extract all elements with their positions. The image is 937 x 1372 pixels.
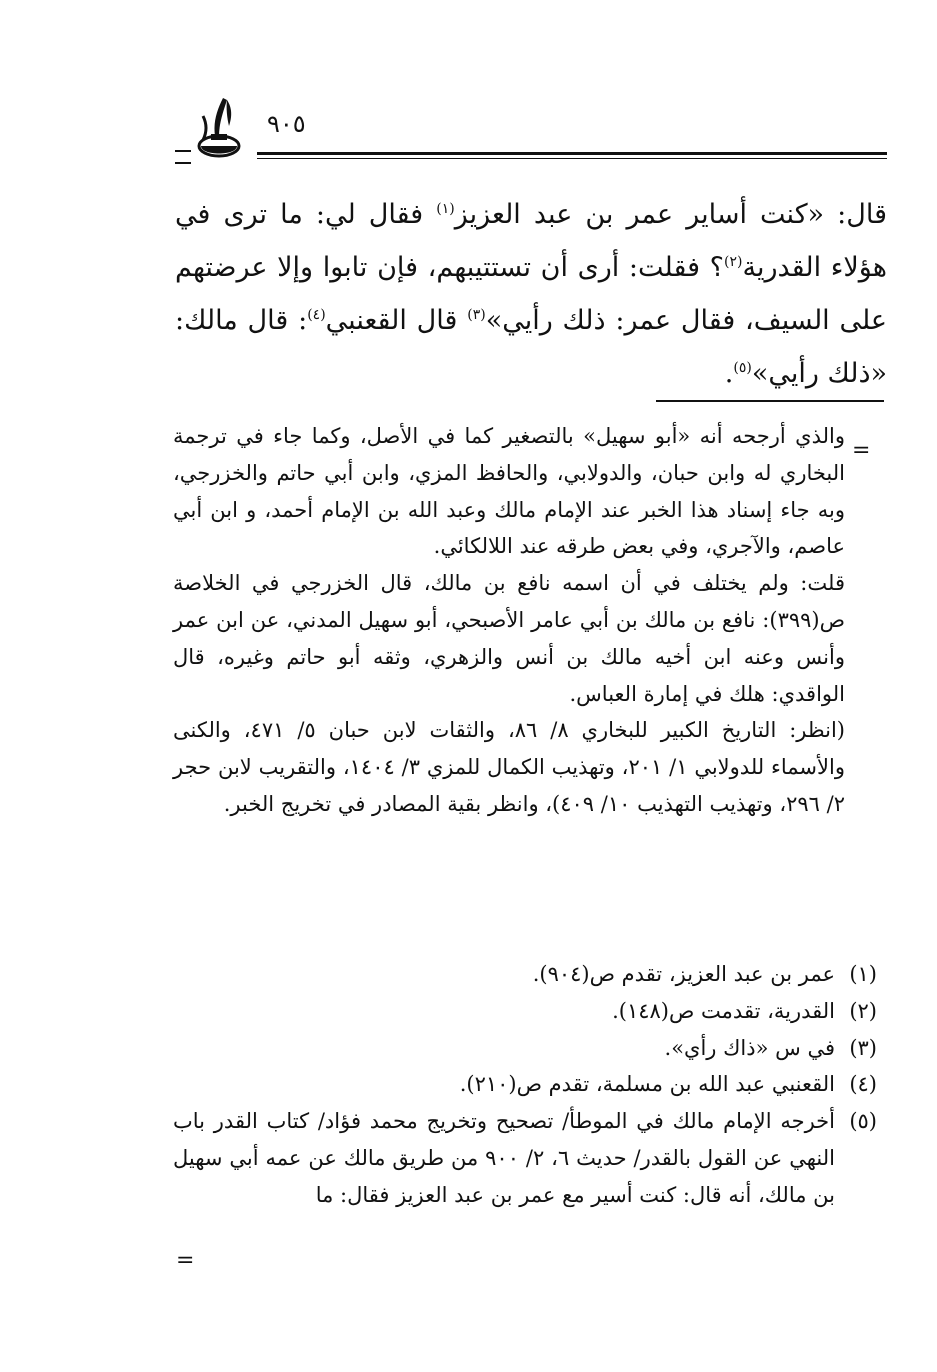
footnotes-list — [173, 956, 877, 1214]
end-continuation-mark: = — [176, 1248, 195, 1273]
note-paragraph: قلت: ولم يختلف في أن اسمه نافع بن مالك، قال الخزرجي في الخلاصة ص(٣٩٩): نافع بن مالك بن أبي عامر الأصبحي، أبو سهيل المدني، عن ابن عمر وأنس وعنه ابن أخيه مالك بن أنس والزهري، وثقه أبو حاتم وغيره، قال الواقدي: هلك في إمارة العباس. — [173, 571, 845, 706]
footnote-item — [173, 1030, 877, 1067]
footnote-number: (١) — [849, 962, 877, 986]
main-text-segment: . — [724, 358, 734, 389]
header-rule-thin — [257, 158, 887, 159]
footnote-number: (٥) — [849, 1109, 877, 1134]
note-paragraph: (انظر: التاريخ الكبير للبخاري ٨/ ٨٦، والثقات لابن حبان ٥/ ٤٧١، والكنى والأسماء للدولابي ١/ ٢٠١، وتهذيب الكمال للمزي ٣/ ١٤٠٤، والتقريب لابن حجر ٢/ ٢٩٦، وتهذيب التهذيب ١٠/ ٤٠٩)، وانظر بقية المصادر في تخريج الخبر. — [173, 718, 845, 816]
footnote-text: عمر بن عبد العزيز، تقدم ص(٩٠٤). — [532, 962, 835, 986]
continued-note — [173, 418, 845, 823]
footnote-text: في س «ذاك رأي». — [664, 1035, 835, 1060]
footnote-item — [173, 1103, 877, 1213]
footnote-item — [173, 1066, 877, 1103]
main-text-segment: ؟ فقلت: أرى أن تستتيبهم، فإن تابوا وإلا عرضتهم على السيف، فقال عمر: ذلك رأيي» — [175, 252, 888, 336]
footnote-text: أخرجه الإمام مالك في الموطأ/ تصحيح وتخريج محمد فؤاد/ كتاب القدر باب النهي عن القول بالقدر/ حديث ٦، ٢/ ٩٠٠ من طريق مالك عن عمه أبي سهيل بن مالك، أنه قال: كنت أسير مع عمر بن عبد العزيز فقال: ما — [173, 1109, 835, 1207]
footnote-item — [173, 993, 877, 1030]
footnote-ref-2[interactable]: (٢) — [724, 254, 743, 270]
footnote-separator — [656, 400, 884, 402]
main-text-segment: فقال لي: ما ترى في هؤلاء القدرية — [175, 199, 887, 283]
main-text-segment: : قال مالك: «ذلك رأيي» — [175, 305, 887, 389]
footnote-item — [173, 956, 877, 993]
note-paragraph: والذي أرجحه أنه «أبو سهيل» بالتصغير كما في الأصل، وكما جاء في ترجمة البخاري له وابن حبان، والدولابي، والحافظ المزي، وابن أبي حاتم والخزرجي، وبه جاء إسناد هذا الخبر عند الإمام مالك وعبد الله بن الإمام أحمد، و ابن أبي عاصم، والآجري، وفي بعض طرقه عند اللالكائي. — [173, 424, 845, 559]
main-text-segment: قال القعنبي — [325, 305, 468, 336]
main-text-segment: قال: «كنت أساير عمر بن عبد العزيز — [454, 199, 887, 230]
footnote-number: (٣) — [849, 1035, 877, 1060]
inkwell-quill-ornament-icon — [193, 96, 245, 160]
footnote-text: القعنبي عبد الله بن مسلمة، تقدم ص(٢١٠). — [459, 1072, 835, 1097]
header-dash-mark — [175, 150, 191, 164]
page-number: ٩٠٥ — [267, 110, 306, 138]
footnote-ref-1[interactable]: (١) — [436, 201, 455, 217]
main-text — [175, 188, 887, 400]
header-rule-thick — [257, 152, 887, 155]
footnote-number: (٤) — [849, 1072, 877, 1097]
footnote-ref-4[interactable]: (٤) — [307, 307, 326, 323]
footnote-ref-5[interactable]: (٥) — [733, 360, 752, 376]
footnote-ref-3[interactable]: (٣) — [467, 307, 486, 323]
page-header — [175, 92, 887, 170]
footnote-text: القدرية، تقدمت ص(١٤٨). — [612, 998, 835, 1023]
footnote-number: (٢) — [849, 998, 877, 1023]
continuation-mark: = — [852, 438, 871, 463]
